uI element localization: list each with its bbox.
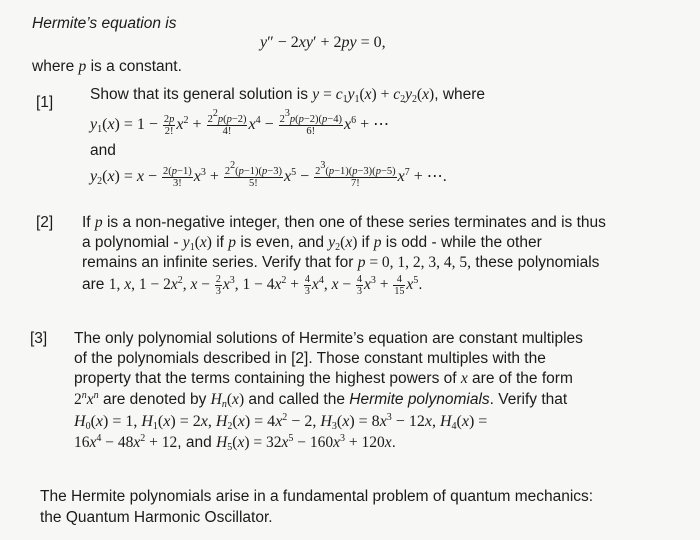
part-3-line-1: The only polynomial solutions of Hermite’s equation are constant multiples <box>74 330 583 347</box>
part-1-intro: Show that its general solution is $y = c_1y_1(x) + c_2y_2(x)$, where <box>90 86 486 105</box>
closing-line-1: The Hermite polynomials arise in a fundamental problem of quantum mechanics: <box>40 488 594 505</box>
intro-heading: Hermite’s equation is <box>32 15 177 32</box>
part-2-line-1: If p is a non-negative integer, then one of these series terminates and is thus <box>82 214 606 231</box>
part-3-line-5: $H_0(x) = 1$, $H_1(x) = 2x$, $H_2(x) = 4x^2 - 2$, $H_3(x) = 8x^3 - 12x$, $H_4(x)$ = <box>74 412 488 432</box>
part-3-line-2: of the polynomials described in [2]. Those constant multiples with the <box>74 350 546 367</box>
and-word: and <box>90 142 116 159</box>
hermite-equation: y″ − 2xy′ + 2py = 0, <box>260 34 386 51</box>
part-3-line-6: $16x^4 - 48x^2 + 12$, and $H_5(x) = 32x^5 - 160x^3 + 120x$. <box>74 433 396 453</box>
part-1-number: [1] <box>36 94 54 111</box>
part-2-line-3: remains an infinite series. Verify that for p = 0, 1, 2, 3, 4, 5, these polynomials <box>82 254 600 271</box>
part-2-line-2: a polynomial - $y_1(x)$ if p is even, and $y_2(x)$ if p is odd - while the other <box>82 234 542 253</box>
part-3-line-4: $2^nx^n$ are denoted by $H_n(x)$ and called the Hermite polynomials. Verify that <box>74 390 568 410</box>
part-2-number: [2] <box>36 214 54 231</box>
y1-series: $y_1(x) = 1$ − $\frac{2p}{2!}$ $x^2$ + $\frac{2^2p(p-2)}{4!}$ $x^4$ − $\frac{2^3p(p-2)(p-4)}{6!}$ $x^6$ + ⋯ <box>90 108 390 137</box>
closing-line-2: the Quantum Harmonic Oscillator. <box>40 509 273 526</box>
part-3-line-3: property that the terms containing the highest powers of x are of the form <box>74 370 573 387</box>
constant-note: where p is a constant. <box>32 58 182 75</box>
y2-series: $y_2(x) = x$ − $\frac{2(p-1)}{3!}$ $x^3$ + $\frac{2^2(p-1)(p-3)}{5!}$ $x^5$ − $\frac{2^3(p-1)(p-3)(p-5)}{7!}$ $x^7$ + ⋯. <box>90 160 447 189</box>
part-3-number: [3] <box>30 330 48 347</box>
part-2-line-4: are 1, x, $1 - 2x^2$, x − $\frac{2}{3}$ $x^3$, $1 - 4x^2$ + $\frac{4}{3}$ $x^4$, x − $\frac{4}{3}$ $x^3$ + $\frac{4}{15}$ $x^5$. <box>82 274 423 297</box>
